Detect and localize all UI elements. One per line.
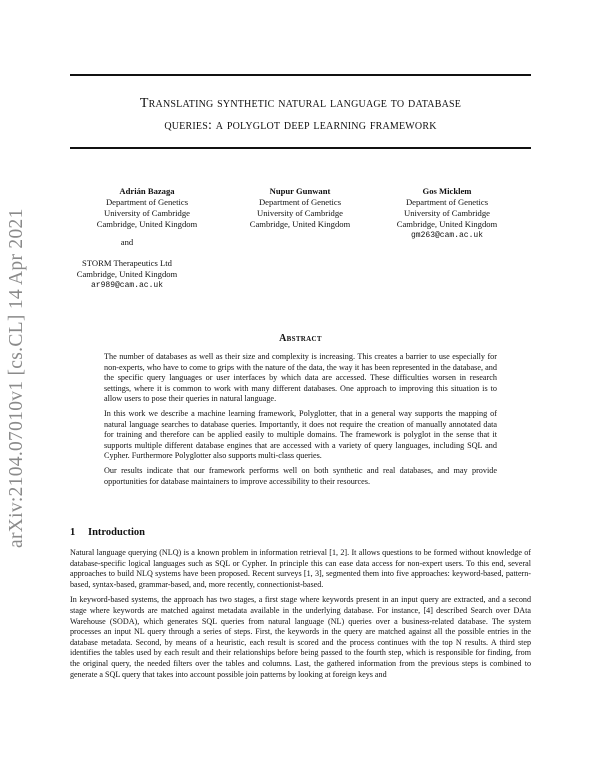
author-name: Adrián Bazaga <box>119 186 175 196</box>
author-dept: Department of Genetics <box>258 197 342 207</box>
section-heading-introduction <box>70 527 145 538</box>
body-paragraph-1: Natural language querying (NLQ) is a known problem in information retrieval [1, 2]. It allows questions to be formed without knowledge of database-specific logical languages such as SQL or Cypher. In principle this can ease data access for non-expert users. To this end, several approaches to build NLQ systems have been proposed. Recent surveys [1, 3], segmented them into five approaches: keyword-based, pattern-based, syntax-based, grammar-based, and, more recently, connectionist-based. <box>70 548 531 589</box>
author-univ: University of Cambridge <box>104 208 190 218</box>
arxiv-stamp[interactable]: arXiv:2104.07010v1 [cs.CL] 14 Apr 2021 <box>6 208 27 548</box>
author-loc: Cambridge, United Kingdom <box>96 219 198 229</box>
author-email-link[interactable]: gm263@cam.ac.uk <box>410 231 483 240</box>
affiliation-loc: Cambridge, United Kingdom <box>76 269 178 279</box>
section-number: 1 <box>70 527 76 538</box>
title-line-2: queries: a polyglot deep learning framework <box>164 118 437 133</box>
affiliation-email-link[interactable]: ar989@cam.ac.uk <box>90 281 163 290</box>
introduction-body <box>70 548 531 685</box>
body-paragraph-2: In keyword-based systems, the approach has two stages, a first stage where keywords present in an input query are extracted, and a second stage where keywords are matched against metadata available in the underlying database. For instance, [4] described Search over DAta Warehouse (SODA), which generates SQL queries from natural language (NL) queries over a business-related database. The system processes an input NL query through a series of steps. First, the keywords in the query are matched against all the possible entries in the database metadata. Second, by means of a heuristic, each result is scored and the process continues with the top N results. A third step identifies the tables used by each result and their relationships before being passed to the fourth step, which is responsible for finding, from the original query, the needed filters over the tables and columns. Last, the gathered information from the previous steps is combined to generate a SQL query that takes into account possible join patterns by looking at foreign keys and <box>70 595 531 679</box>
author-block-3 <box>362 186 532 241</box>
abstract-paragraph-2: In this work we describe a machine learning framework, Polyglotter, that in a general way supports the mapping of natural language searches to database queries. Importantly, it does not require the creation of manually annotated data for training and therefore can be applied easily to multiple domains. The framework is polyglot in the sense that it supports multiple different database engines that are accessed with a variety of query languages, including SQL and Cypher. Furthermore Polyglotter also supports multi-class queries. <box>104 408 497 461</box>
author-name: Gos Micklem <box>422 186 472 196</box>
author-dept: Department of Genetics <box>105 197 189 207</box>
author-name: Nupur Gunwant <box>269 186 331 196</box>
abstract-paragraph-3: Our results indicate that our framework performs well on both synthetic and real databases, and may provide opportunities for database maintainers to improve accessibility to their resources. <box>104 465 497 486</box>
title-line-1: Translating synthetic natural language to database <box>139 96 462 111</box>
section-title: Introduction <box>88 527 145 538</box>
author-univ: University of Cambridge <box>257 208 343 218</box>
author-loc: Cambridge, United Kingdom <box>249 219 351 229</box>
author-dept: Department of Genetics <box>405 197 489 207</box>
and-separator: and <box>120 237 134 247</box>
title-rule-top <box>70 74 531 76</box>
author-block-2 <box>215 186 385 230</box>
abstract-body <box>104 352 497 491</box>
abstract-heading: Abstract <box>279 333 322 344</box>
author-loc: Cambridge, United Kingdom <box>396 219 498 229</box>
affiliation-org: STORM Therapeutics Ltd <box>82 258 172 268</box>
second-affiliation <box>62 258 192 291</box>
author-univ: University of Cambridge <box>404 208 490 218</box>
author-block-1 <box>62 186 232 230</box>
abstract-paragraph-1: The number of databases as well as their size and complexity is increasing. This creates a barrier to use especially for non-experts, who have to come to grips with the nature of the data, the way it has been represented in the database, and the specific query languages or user interfaces by which data are accessed. These difficulties worsen in research settings, where it is common to work with many different databases. One approach to improving this situation is to allow users to pose their queries in natural language. <box>104 352 497 404</box>
title-rule-bottom <box>70 147 531 149</box>
paper-title <box>70 93 531 137</box>
